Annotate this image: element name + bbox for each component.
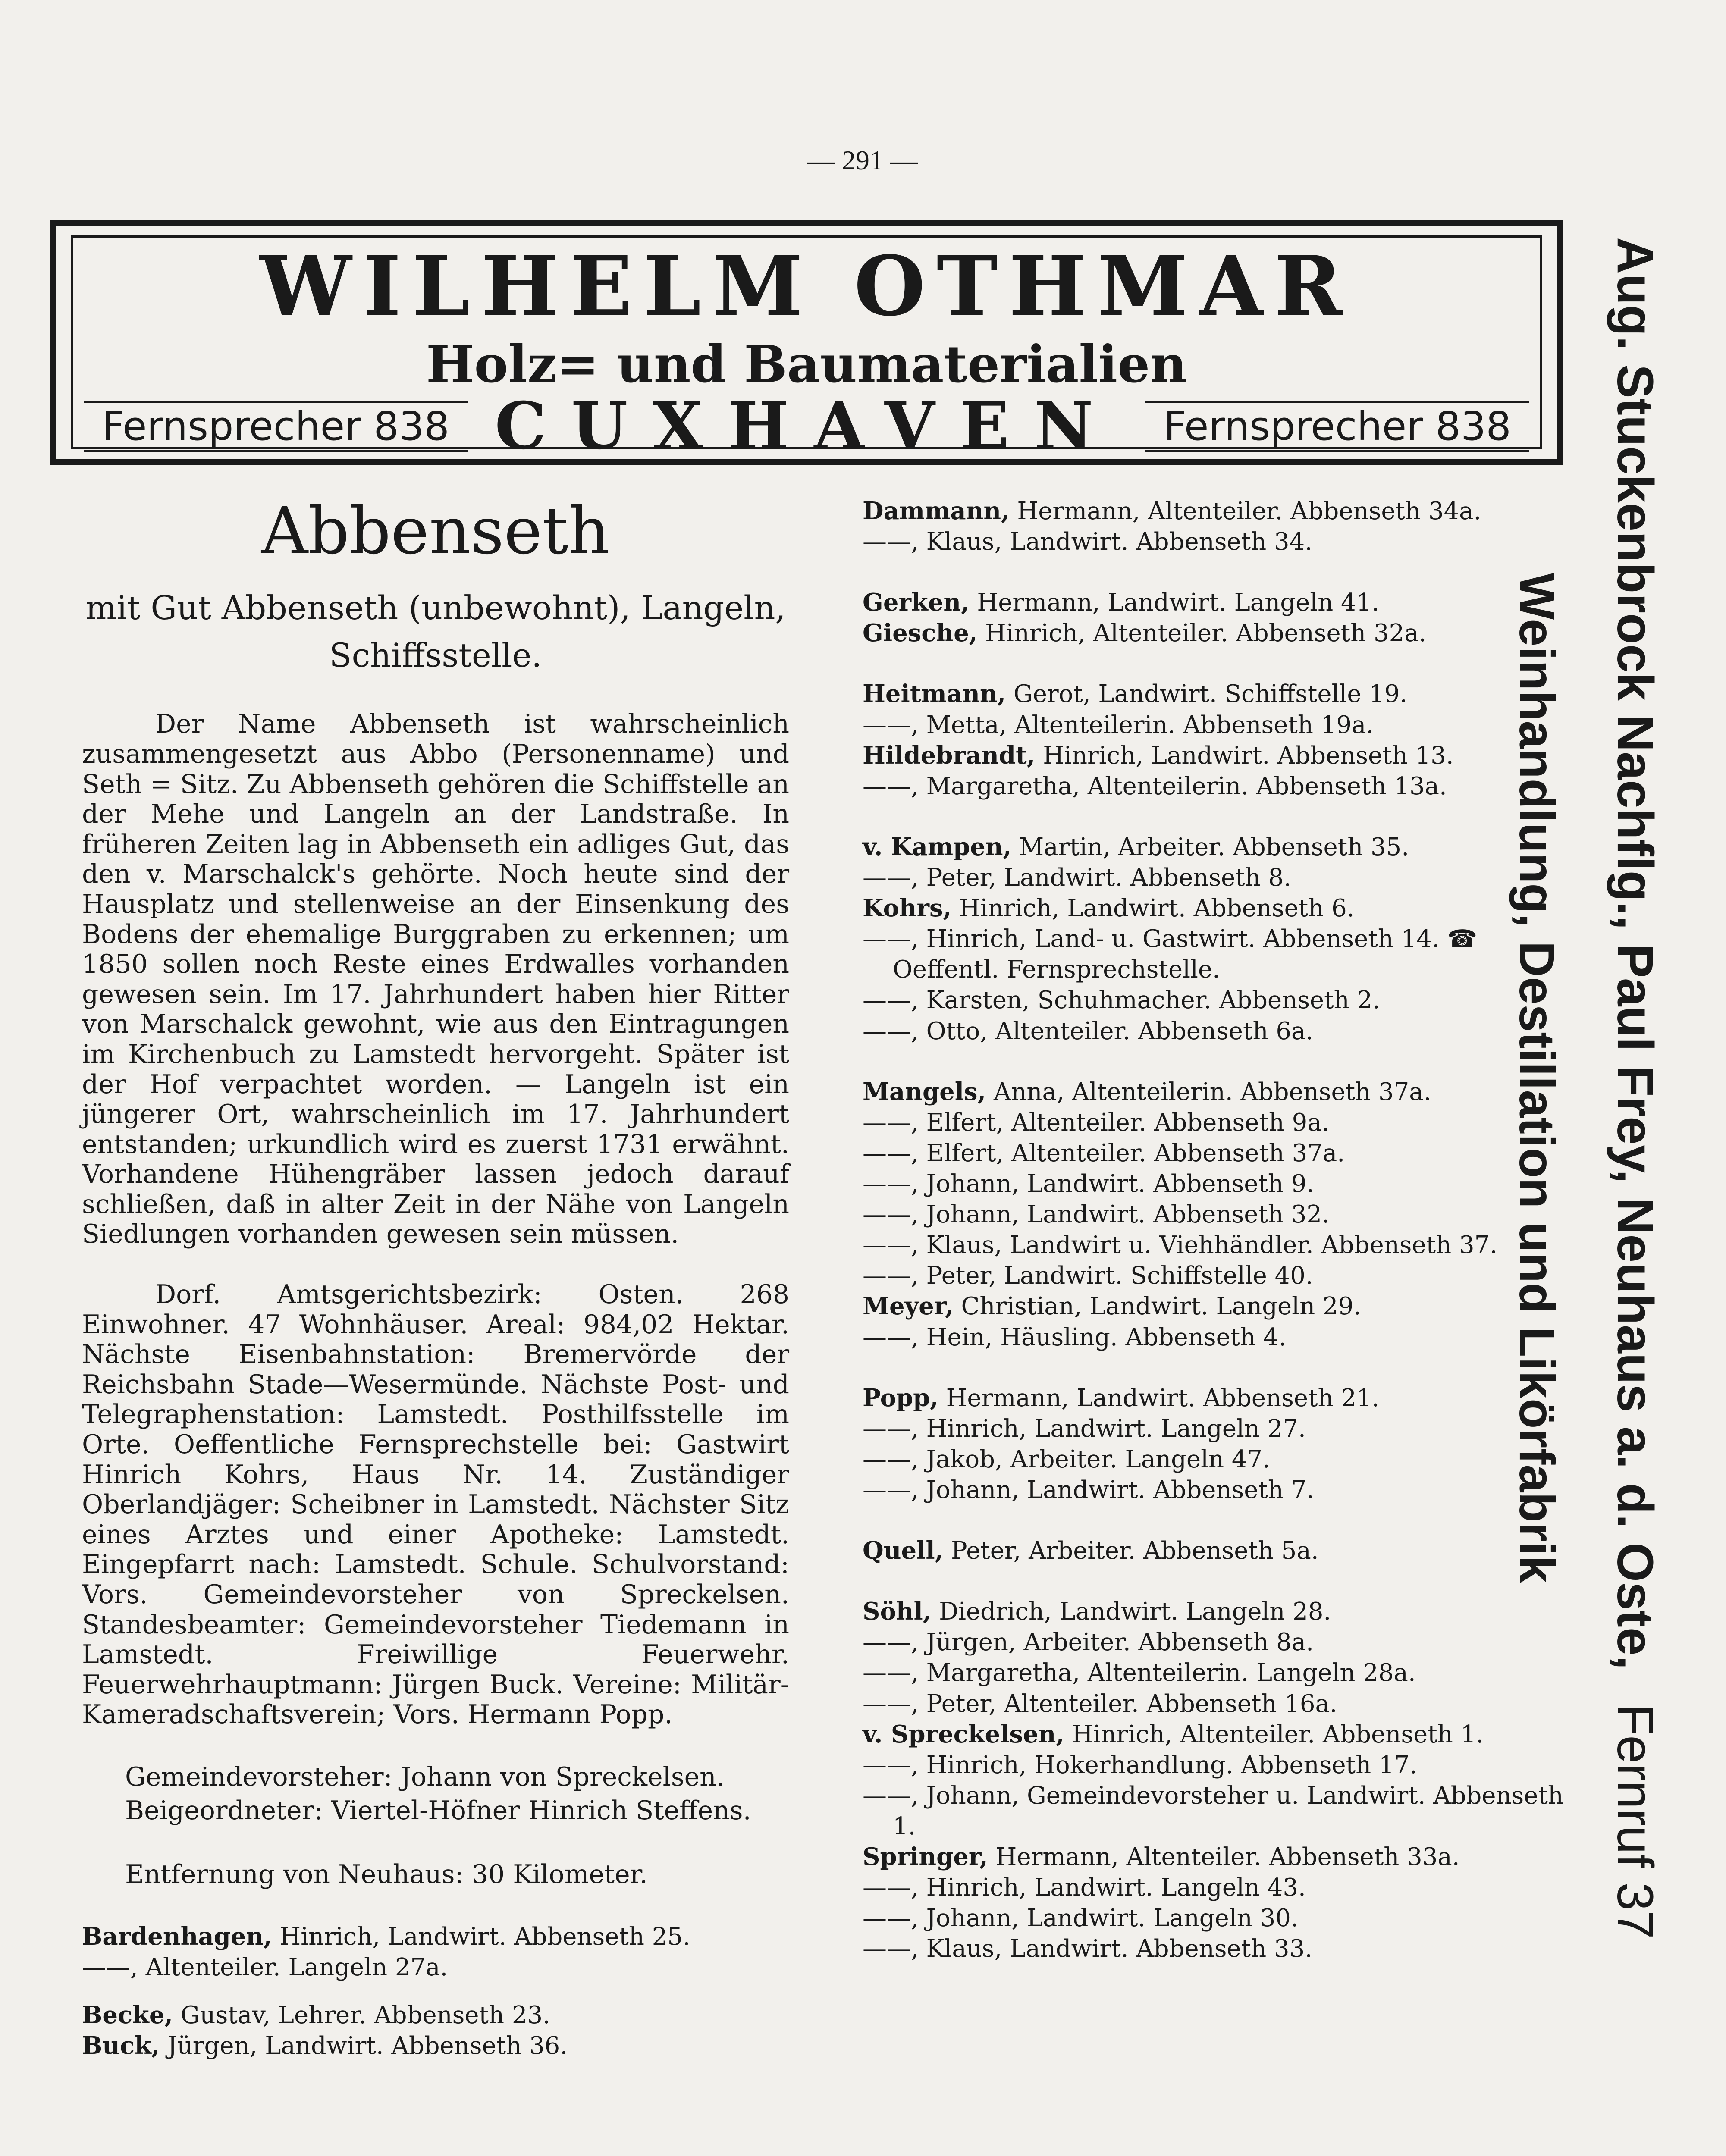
resident-details: ——, Margaretha, Altenteilerin. Abbenseth 13a. (863, 772, 1447, 800)
resident-details: Diedrich, Landwirt. Langeln 28. (931, 1598, 1331, 1626)
resident-entry (863, 1322, 1570, 1353)
resident-entry (863, 832, 1570, 862)
vertical-ad-stuckenbrock-text: Aug. Stuckenbrock Nachflg., Paul Frey, Neuhaus a. d. Oste, (1607, 237, 1663, 1670)
resident-details: Gerot, Landwirt. Schiffstelle 19. (1006, 680, 1408, 708)
resident-entry (863, 1475, 1570, 1505)
distance-block (82, 1858, 789, 1891)
vertical-ad-stuckenbrock-phone: Fernruf 37 (1607, 1704, 1663, 1939)
resident-surname: Giesche, (863, 619, 978, 648)
resident-entry (863, 1383, 1570, 1413)
resident-surname: Bardenhagen, (82, 1922, 272, 1951)
resident-details: ——, Johann, Landwirt. Abbenseth 32. (863, 1200, 1330, 1229)
resident-entry (863, 1780, 1570, 1842)
resident-details: ——, Klaus, Landwirt. Abbenseth 34. (863, 528, 1312, 556)
resident-entry (863, 1291, 1570, 1322)
resident-entry (863, 1260, 1570, 1291)
resident-details: Hermann, Altenteiler. Abbenseth 33a. (988, 1843, 1460, 1871)
resident-details: ——, Hinrich, Landwirt. Langeln 27. (863, 1414, 1306, 1443)
spacer (863, 802, 1570, 832)
top-ad-inner-frame (71, 235, 1542, 464)
resident-entry (863, 1077, 1570, 1107)
page-number: — 291 — (807, 145, 918, 175)
resident-entry (863, 1413, 1570, 1444)
resident-details: Martin, Arbeiter. Abbenseth 35. (1011, 833, 1409, 861)
officials-block (82, 1760, 789, 1827)
resident-entry (863, 1872, 1570, 1903)
resident-entry (863, 862, 1570, 893)
resident-entry (863, 771, 1570, 802)
resident-entry (863, 1199, 1570, 1230)
resident-details: ——, Johann, Landwirt. Langeln 30. (863, 1904, 1299, 1933)
spacer (863, 1505, 1570, 1536)
resident-surname: Söhl, (863, 1597, 932, 1626)
top-ad-phone-left: Fernsprecher 838 (84, 401, 468, 452)
resident-surname: Dammann, (863, 497, 1010, 525)
resident-entry (863, 893, 1570, 924)
resident-details: Hermann, Altenteiler. Abbenseth 34a. (1009, 497, 1481, 525)
resident-entry (863, 1016, 1570, 1047)
resident-entry (863, 710, 1570, 740)
resident-details: ——, Jürgen, Arbeiter. Abbenseth 8a. (863, 1628, 1314, 1657)
resident-entry (82, 2031, 789, 2061)
resident-details: ——, Hinrich, Hokerhandlung. Abbenseth 17. (863, 1751, 1418, 1779)
history-paragraph: Der Name Abbenseth ist wahrscheinlich zusammengesetzt aus Abbo (Personenname) und Seth = Sitz. Zu Abbenseth gehören die Schiffstelle an der Mehe und Langeln an der Landstraße. In früheren Zeiten lag in Abbenseth ein adliges Gut, das den v. Marschalck's gehörte. Noch heute sind der Hausplatz und stellenweise an der Einsenkung des Bodens der ehemalige Burggraben zu erkennen; um 1850 sollen noch Reste eines Erdwalles vorhanden gewesen sein. Im 17. Jahrhundert haben hier Ritter von Marschalck gewohnt, wie aus den Eintragungen im Kirchenbuch zu Lamstedt hervorgeht. Später ist der Hof verpachtet worden. — Langeln ist ein jüngerer Ort, wahrscheinlich im 17. Jahrhundert entstanden; urkundlich wird es zuerst 1731 erwähnt. Vorhandene Hühengräber lassen jedoch darauf schließen, daß in alter Zeit in der Nähe von Langeln Siedlungen vorhanden gewesen sein müssen. (82, 709, 789, 1250)
resident-surname: v. Spreckelsen, (863, 1720, 1064, 1749)
place-subtitle: mit Gut Abbenseth (unbewohnt), Langeln, Schiffsstelle. (85, 589, 786, 675)
resident-entry (863, 924, 1570, 985)
top-ad-phone-right: Fernsprecher 838 (1145, 401, 1529, 452)
top-ad-city: CUXHAVEN (495, 388, 1118, 464)
resident-surname: Quell, (863, 1536, 944, 1565)
resident-entry (863, 740, 1570, 771)
deputy-line: Beigeordneter: Viertel-Höfner Hinrich Steffens. (125, 1795, 751, 1826)
resident-details: ——, Hinrich, Landwirt. Langeln 43. (863, 1874, 1306, 1902)
resident-entry (863, 1444, 1570, 1475)
spacer (863, 557, 1570, 587)
resident-surname: Hildebrandt, (863, 741, 1036, 770)
resident-surname: Meyer, (863, 1292, 954, 1321)
resident-entry (863, 587, 1570, 618)
resident-details: Jürgen, Landwirt. Abbenseth 36. (160, 2032, 568, 2060)
resident-details: ——, Karsten, Schuhmacher. Abbenseth 2. (863, 986, 1380, 1015)
resident-entry (82, 1921, 789, 1952)
resident-details: Hinrich, Altenteiler. Abbenseth 32a. (977, 619, 1427, 648)
resident-entry (863, 1536, 1570, 1566)
top-ad-products: Holz= und Baumaterialien (426, 334, 1187, 394)
right-resident-list (863, 496, 1570, 1964)
resident-details: ——, Johann, Landwirt. Abbenseth 7. (863, 1476, 1315, 1504)
resident-details: Hinrich, Landwirt. Abbenseth 6. (951, 894, 1355, 923)
resident-details: ——, Hein, Häusling. Abbenseth 4. (863, 1323, 1287, 1351)
resident-entry (863, 618, 1570, 649)
resident-entry (863, 496, 1570, 526)
resident-details: ——, Peter, Altenteiler. Abbenseth 16a. (863, 1689, 1337, 1718)
resident-entry (863, 1627, 1570, 1658)
resident-entry (863, 1719, 1570, 1750)
resident-details: ——, Klaus, Landwirt u. Viehhändler. Abbenseth 37. (863, 1231, 1498, 1260)
resident-entry (82, 1952, 789, 1983)
resident-details: Peter, Arbeiter. Abbenseth 5a. (943, 1537, 1319, 1565)
resident-details: ——, Elfert, Altenteiler. Abbenseth 37a. (863, 1139, 1345, 1167)
resident-details: ——, Hinrich, Land- u. Gastwirt. Abbenseth 14. ☎ Oeffentl. Fernsprechstelle. (863, 925, 1478, 984)
spacer (82, 1983, 789, 2000)
top-ad-company: WILHELM OTHMAR (259, 238, 1354, 334)
resident-details: ——, Johann, Gemeindevorsteher u. Landwirt. Abbenseth 1. (863, 1781, 1563, 1840)
resident-entry (863, 1934, 1570, 1964)
resident-details: ——, Klaus, Landwirt. Abbenseth 33. (863, 1935, 1312, 1963)
resident-surname: Mangels, (863, 1077, 986, 1106)
resident-surname: Becke, (82, 2001, 173, 2030)
resident-details: Hinrich, Landwirt. Abbenseth 25. (272, 1922, 690, 1951)
resident-details: Gustav, Lehrer. Abbenseth 23. (173, 2001, 550, 2030)
left-resident-list (82, 1921, 789, 2061)
resident-entry (863, 1138, 1570, 1169)
resident-details: Anna, Altenteilerin. Abbenseth 37a. (986, 1078, 1431, 1106)
resident-surname: Heitmann, (863, 680, 1006, 708)
distance-line: Entfernung von Neuhaus: 30 Kilometer. (125, 1859, 648, 1890)
resident-entry (863, 1658, 1570, 1688)
resident-surname: Gerken, (863, 588, 970, 617)
resident-details: Hermann, Landwirt. Abbenseth 21. (938, 1384, 1380, 1412)
resident-surname: Buck, (82, 2031, 160, 2060)
spacer (863, 1047, 1570, 1077)
resident-details: ——, Jakob, Arbeiter. Langeln 47. (863, 1445, 1270, 1473)
resident-details: Christian, Landwirt. Langeln 29. (953, 1292, 1361, 1321)
mayor-line: Gemeindevorsteher: Johann von Spreckelsen. (125, 1761, 725, 1792)
resident-entry (82, 2000, 789, 2031)
resident-entry (863, 679, 1570, 709)
resident-details: ——, Metta, Altenteilerin. Abbenseth 19a. (863, 711, 1374, 739)
resident-entry (863, 1169, 1570, 1199)
top-advertisement (50, 220, 1563, 465)
resident-entry (863, 1903, 1570, 1934)
resident-entry (863, 1750, 1570, 1780)
resident-details: ——, Peter, Landwirt. Abbenseth 8. (863, 863, 1291, 892)
resident-details: Hinrich, Altenteiler. Abbenseth 1. (1064, 1720, 1484, 1749)
resident-details: Hinrich, Landwirt. Abbenseth 13. (1035, 741, 1454, 770)
resident-entry (863, 1107, 1570, 1138)
place-title: Abbenseth (261, 494, 610, 569)
resident-details: Hermann, Landwirt. Langeln 41. (969, 589, 1380, 617)
left-column (82, 483, 789, 2061)
vertical-ad-stuckenbrock (1579, 237, 1663, 2156)
vertical-ad-wine-text: Weinhandlung, Destillation und Likörfabrik (1509, 573, 1564, 1583)
resident-details: ——, Altenteiler. Langeln 27a. (82, 1953, 448, 1982)
resident-surname: Popp, (863, 1383, 938, 1412)
resident-entry (863, 1596, 1570, 1627)
resident-surname: Springer, (863, 1843, 988, 1871)
resident-entry (863, 1689, 1570, 1719)
resident-details: ——, Margaretha, Altenteilerin. Langeln 28a. (863, 1659, 1416, 1687)
spacer (863, 649, 1570, 679)
resident-surname: v. Kampen, (863, 832, 1012, 861)
resident-entry (863, 985, 1570, 1015)
resident-details: ——, Johann, Landwirt. Abbenseth 9. (863, 1169, 1315, 1198)
spacer (863, 1353, 1570, 1383)
resident-details: ——, Elfert, Altenteiler. Abbenseth 9a. (863, 1108, 1330, 1137)
resident-surname: Kohrs, (863, 894, 952, 923)
resident-entry (863, 1230, 1570, 1260)
resident-entry (863, 526, 1570, 557)
resident-details: ——, Otto, Altenteiler. Abbenseth 6a. (863, 1017, 1314, 1045)
resident-entry (863, 1842, 1570, 1872)
village-info-paragraph: Dorf. Amtsgerichtsbezirk: Osten. 268 Einwohner. 47 Wohnhäuser. Areal: 984,02 Hektar. Nächste Eisenbahnstation: Bremervörde der Reichsbahn Stade—Wesermünde. Nächste Post- und Telegraphenstation: Lamstedt. Posthilfsstelle im Orte. Oeffentliche Fernsprechstelle bei: Gastwirt Hinrich Kohrs, Haus Nr. 14. Zuständiger Oberlandjäger: Scheibner in Lamstedt. Nächster Sitz eines Arztes und einer Apotheke: Lamstedt. Eingepfarrt nach: Lamstedt. Schule. Schulvorstand: Vors. Gemeindevorsteher von Spreckelsen. Standesbeamter: Gemeindevorsteher Tiedemann in Lamstedt. Freiwillige Feuerwehr. Feuerwehrhauptmann: Jürgen Buck. Vereine: Militär-Kameradschaftsverein; Vors. Hermann Popp. (82, 1279, 789, 1730)
vertical-ad-stuckenbrock-line (1607, 237, 1663, 2156)
vertical-ad-wine (1484, 237, 1564, 1919)
resident-details: ——, Peter, Landwirt. Schiffstelle 40. (863, 1262, 1313, 1290)
spacer (863, 1566, 1570, 1596)
